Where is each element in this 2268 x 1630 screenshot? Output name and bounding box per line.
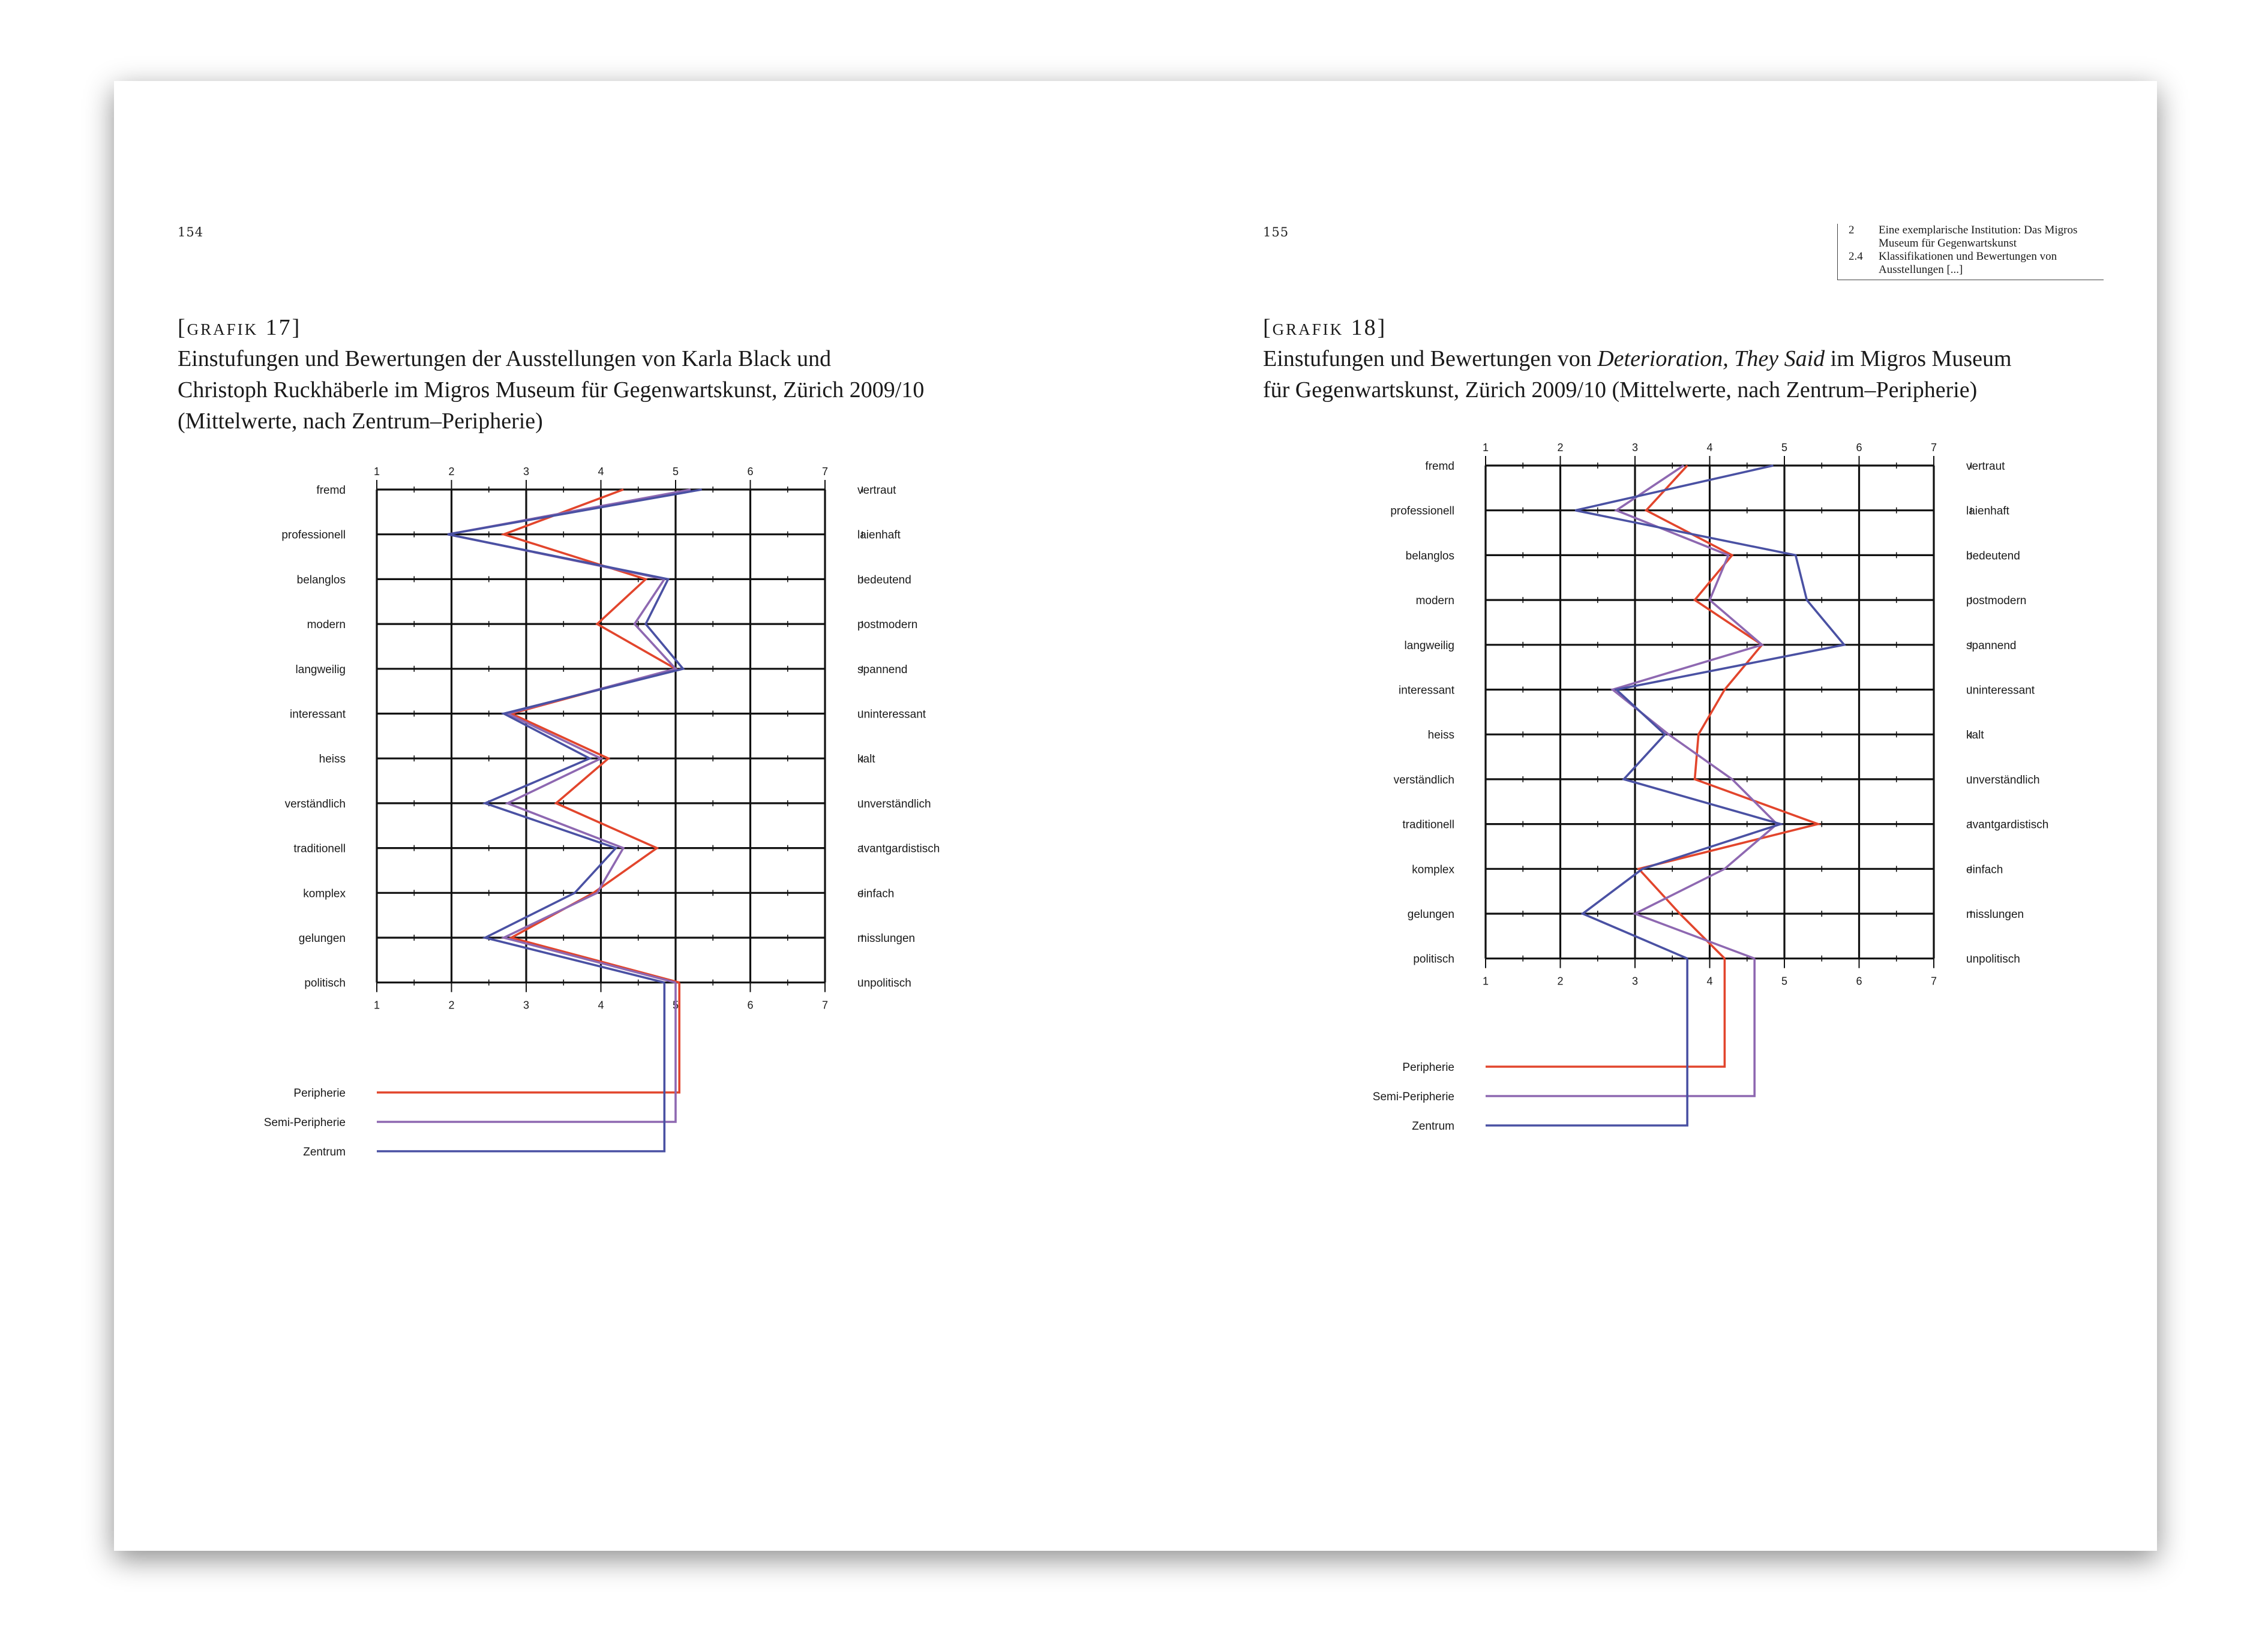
right-pole-label: postmodern [1966, 595, 2027, 608]
x-tick-label-bottom: 4 [598, 999, 604, 1011]
x-tick-label-top: 6 [747, 466, 754, 478]
left-pole-label: interessant [1399, 684, 1454, 697]
right-pole-label: avantgardistisch [857, 842, 940, 855]
semantic-differential-chart-18 [114, 81, 2157, 1551]
legend-label: Zentrum [303, 1146, 346, 1158]
right-pole-label: misslungen [1966, 908, 2024, 921]
exhibition-title: Deterioration, They Said [1597, 346, 1825, 371]
right-pole-label: misslungen [857, 932, 916, 945]
running-head-text: Eine exemplarische Institution: Das Migros Museum für Gegenwartskunst [1879, 224, 2078, 250]
left-pole-label: langweilig [1404, 639, 1454, 652]
left-pole-label: traditionell [293, 842, 346, 855]
legend-label: Semi-Peripherie [263, 1116, 346, 1129]
left-pole-label: langweilig [295, 663, 346, 676]
left-pole-label: politisch [304, 977, 346, 990]
legend-connector-line [1486, 959, 1687, 1125]
data-point [1575, 510, 1576, 511]
right-pole-label: bedeutend [857, 574, 911, 587]
left-pole-label: fremd [1425, 460, 1454, 473]
right-pole-label: einfach [857, 887, 895, 900]
x-tick-label-bottom: 7 [821, 999, 829, 1011]
data-point [1612, 689, 1613, 690]
title-text: im Migros Museum [1825, 346, 2012, 371]
x-tick-label-bottom: 7 [1930, 975, 1937, 987]
right-pole-label: kalt [1966, 729, 1984, 742]
right-pole-label: unverständlich [857, 797, 931, 811]
legend-label: Peripherie [293, 1087, 346, 1100]
series-line [1613, 466, 1777, 959]
left-pole-label: professionell [1390, 505, 1454, 518]
left-pole-label: modern [1415, 595, 1454, 608]
left-pole-label: politisch [1413, 953, 1454, 966]
right-pole-label: laienhaft [1966, 505, 2009, 518]
right-pole-label: vertraut [1966, 460, 2005, 473]
chart-label-right: [grafik 18] [1263, 315, 1387, 340]
left-pole-label: professionell [281, 529, 346, 542]
series-line [1639, 466, 1818, 959]
title-line: Christoph Ruckhäberle im Migros Museum für Gegenwartskunst, Zürich 2009/10 [178, 377, 925, 403]
x-tick-label-top: 2 [1557, 442, 1564, 454]
left-pole-label: verständlich [284, 797, 346, 811]
left-pole-label: gelungen [298, 932, 346, 945]
x-tick-label-bottom: 3 [523, 999, 530, 1011]
x-tick-label-bottom: 2 [1557, 975, 1564, 987]
right-pole-label: spannend [857, 663, 908, 676]
right-pole-label: kalt [857, 753, 875, 766]
x-tick-label-bottom: 6 [747, 999, 754, 1011]
title-line: Einstufungen und Bewertungen der Ausstellungen von Karla Black und [178, 346, 832, 371]
running-head-number: 2.4 [1849, 250, 1863, 263]
x-tick-label-top: 1 [1482, 442, 1489, 454]
x-tick-label-bottom: 6 [1856, 975, 1862, 987]
legend-label: Peripherie [1402, 1061, 1454, 1074]
x-tick-label-top: 1 [373, 466, 380, 478]
right-pole-label: unverständlich [1966, 773, 2040, 787]
right-pole-label: postmodern [857, 619, 918, 632]
x-tick-label-top: 5 [672, 466, 679, 478]
data-point [1724, 689, 1725, 690]
legend-connector-line [1486, 959, 1754, 1096]
x-tick-label-top: 5 [1781, 442, 1788, 454]
data-point [1664, 734, 1665, 735]
right-pole-label: unpolitisch [1966, 953, 2020, 966]
x-tick-label-top: 7 [1930, 442, 1937, 454]
legend-label: Semi-Peripherie [1372, 1091, 1454, 1103]
left-pole-label: modern [307, 619, 346, 632]
legend-connector-line [1486, 959, 1724, 1067]
right-pole-label: vertraut [857, 484, 896, 497]
left-pole-label: heiss [1427, 729, 1454, 742]
data-point [1694, 600, 1695, 601]
chart-label-left: [grafik 17] [178, 315, 302, 340]
x-tick-label-bottom: 5 [672, 999, 679, 1011]
x-tick-label-top: 4 [1706, 442, 1713, 454]
x-tick-label-top: 3 [1631, 442, 1639, 454]
left-pole-label: gelungen [1407, 908, 1454, 921]
right-pole-label: spannend [1966, 639, 2017, 652]
right-pole-label: avantgardistisch [1966, 818, 2049, 831]
running-head-number: 2 [1849, 224, 1855, 236]
x-tick-label-bottom: 4 [1706, 975, 1713, 987]
title-line: für Gegenwartskunst, Zürich 2009/10 (Mittelwerte, nach Zentrum–Peripherie) [1263, 377, 1978, 403]
left-pole-label: traditionell [1402, 818, 1454, 831]
right-pole-label: uninteressant [857, 708, 926, 721]
left-pole-label: heiss [319, 753, 346, 766]
right-pole-label: uninteressant [1966, 684, 2035, 697]
chart-grid [1486, 456, 1971, 968]
x-tick-label-bottom: 1 [1482, 975, 1489, 987]
x-tick-label-bottom: 1 [373, 999, 380, 1011]
data-point [1795, 555, 1796, 556]
x-tick-label-bottom: 2 [448, 999, 455, 1011]
left-pole-label: komplex [1412, 863, 1454, 876]
x-tick-label-top: 4 [598, 466, 604, 478]
right-pole-label: laienhaft [857, 529, 901, 542]
right-pole-label: bedeutend [1966, 550, 2020, 563]
title-line: (Mittelwerte, nach Zentrum–Peripherie) [178, 409, 543, 434]
running-head-text: Klassifikationen und Bewertungen von Ausstellungen [...] [1879, 250, 2057, 276]
x-tick-label-top: 7 [821, 466, 829, 478]
left-pole-label: belanglos [1405, 550, 1454, 563]
left-pole-label: verständlich [1393, 773, 1454, 787]
x-tick-label-bottom: 5 [1781, 975, 1788, 987]
x-tick-label-bottom: 3 [1631, 975, 1639, 987]
page-number-right: 155 [1263, 225, 1289, 239]
left-pole-label: fremd [316, 484, 346, 497]
x-tick-label-top: 6 [1856, 442, 1862, 454]
legend-label: Zentrum [1412, 1120, 1454, 1133]
book-spread [114, 81, 2157, 1551]
data-point [1728, 555, 1729, 556]
left-pole-label: komplex [303, 887, 346, 900]
data-point [1698, 734, 1699, 735]
right-pole-label: einfach [1966, 863, 2003, 876]
left-pole-label: interessant [290, 708, 346, 721]
x-tick-label-top: 3 [523, 466, 530, 478]
x-tick-label-top: 2 [448, 466, 455, 478]
data-point [1709, 600, 1710, 601]
right-pole-label: unpolitisch [857, 977, 911, 990]
title-text: Einstufungen und Bewertungen von [1263, 346, 1598, 371]
page-number-left: 154 [178, 225, 204, 239]
left-pole-label: belanglos [296, 574, 346, 587]
